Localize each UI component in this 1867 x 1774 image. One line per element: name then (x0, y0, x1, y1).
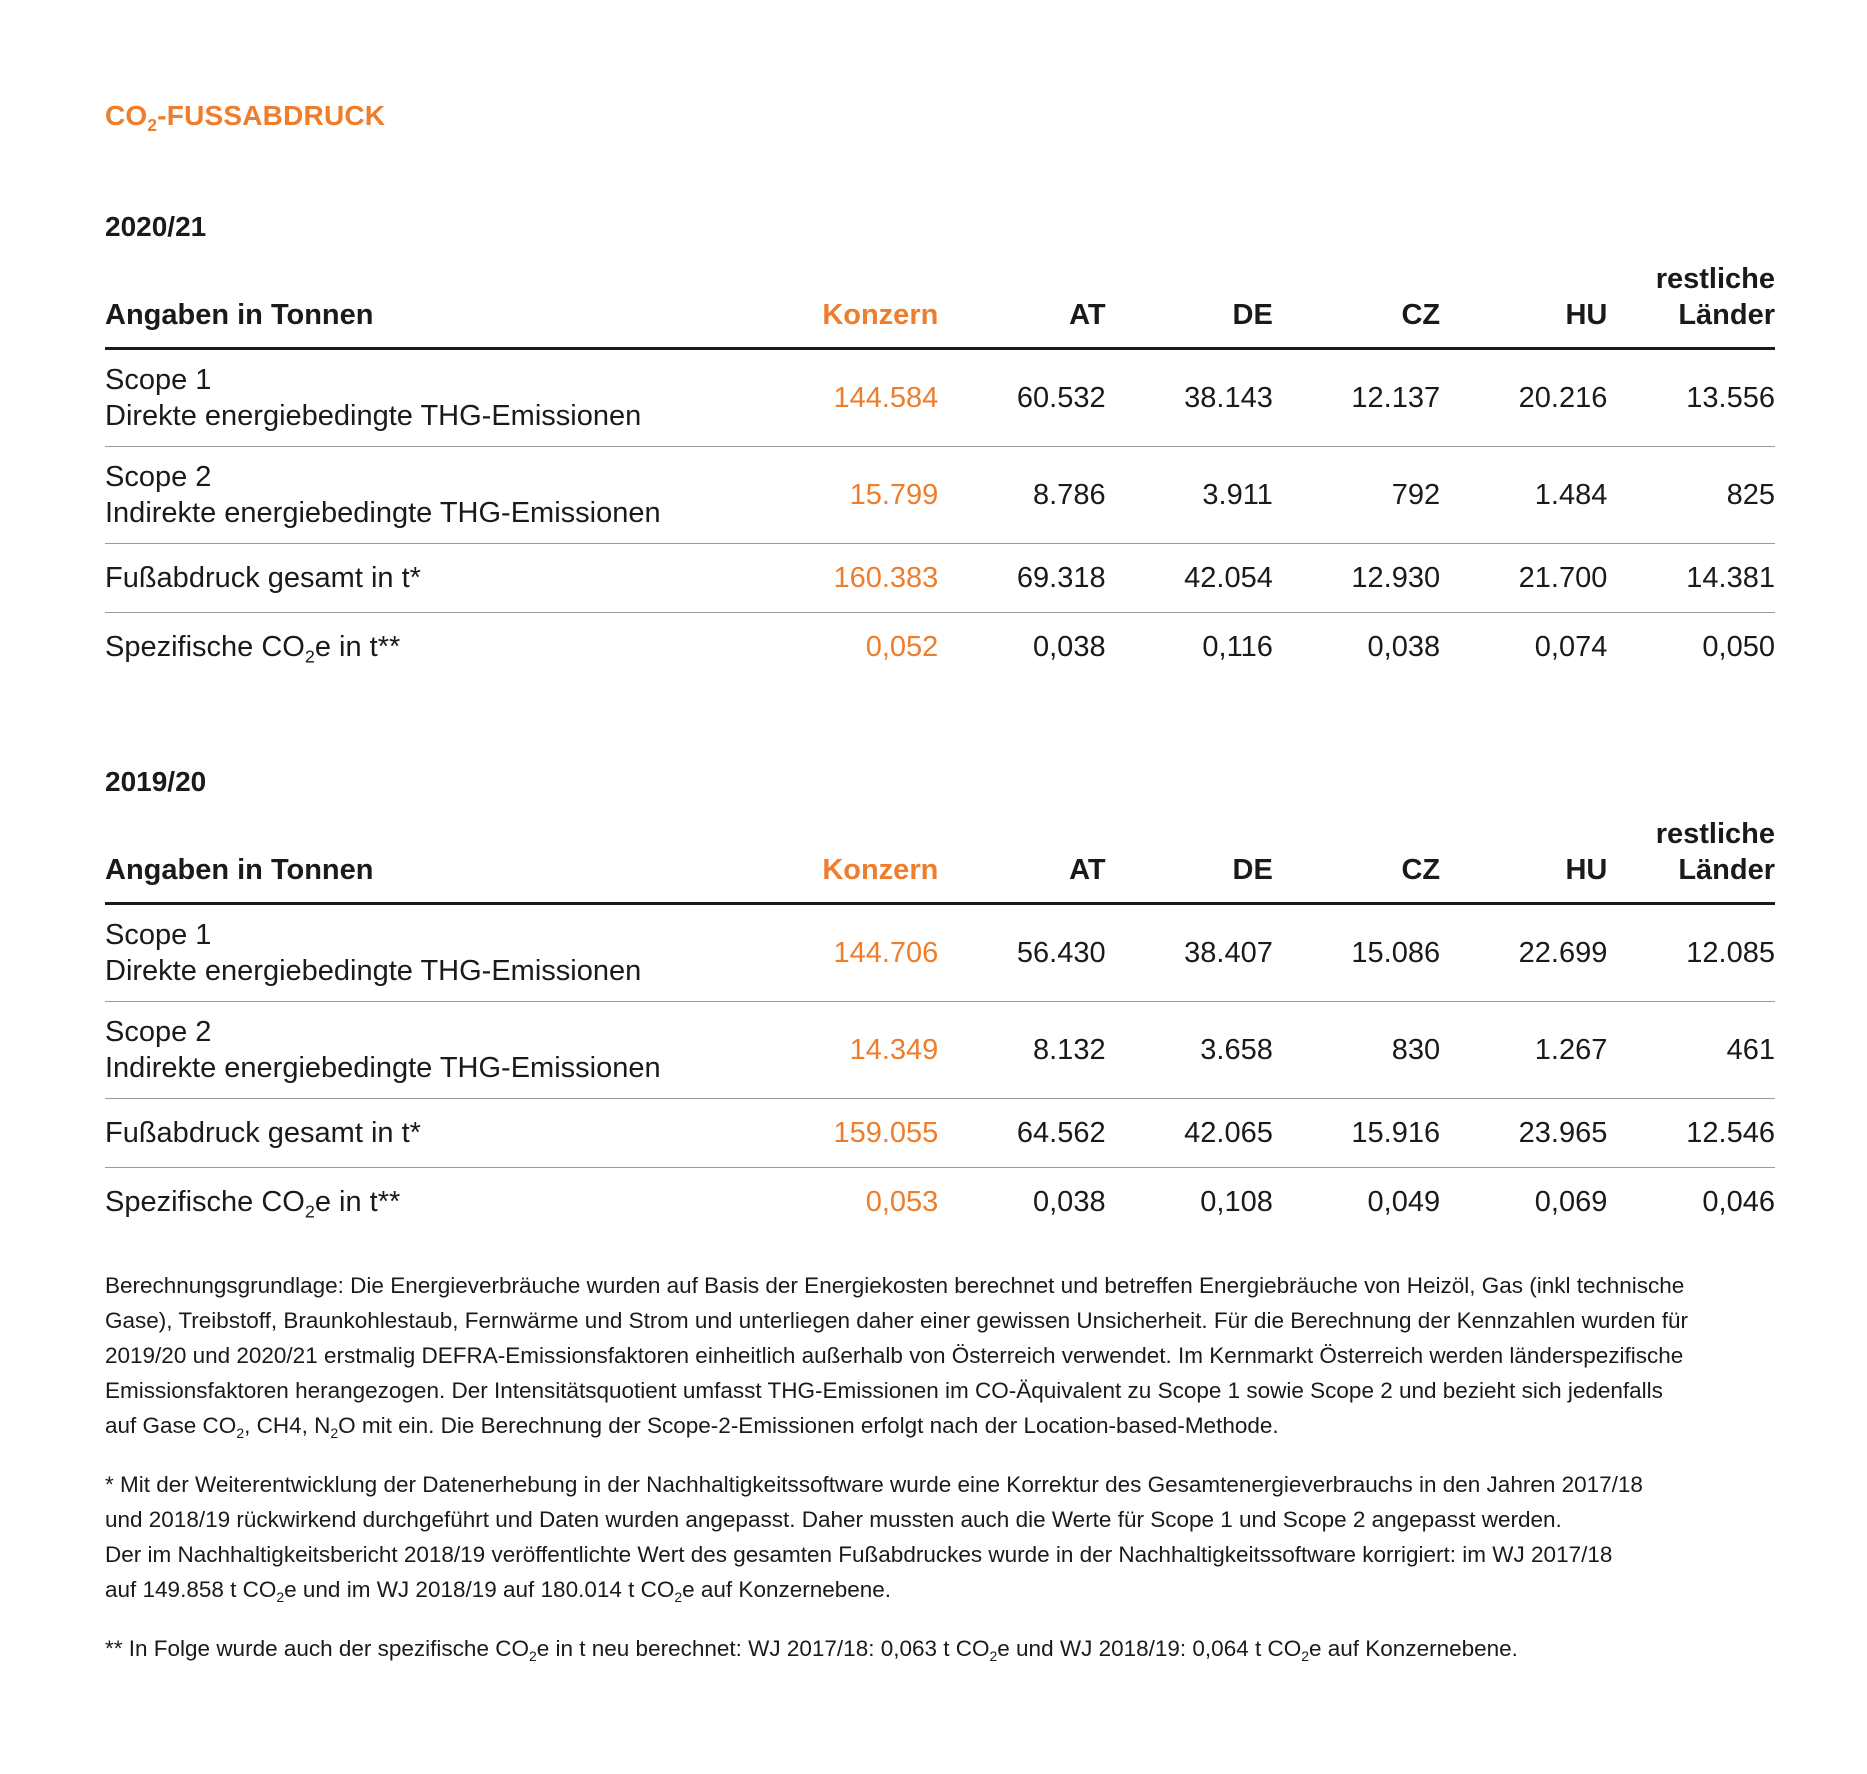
header-label: Angaben in Tonnen (105, 261, 822, 349)
cell-cz: 12.137 (1273, 349, 1440, 447)
cell-cz: 830 (1273, 1002, 1440, 1099)
table-row (105, 349, 1775, 447)
cell-rest: 0,046 (1702, 1186, 1775, 1218)
row-label: Spezifische $CO_2e$ in t** (105, 631, 401, 667)
cell-hu: 22.699 (1440, 904, 1607, 1002)
cell-konzern: 159.055 (822, 1099, 938, 1168)
table-row (105, 544, 1775, 613)
cell-konzern: 144.706 (822, 904, 938, 1002)
table-row (105, 613, 1775, 682)
row-label: Scope 2 Indirekte energiebedingte THG-Emissionen (105, 1002, 822, 1099)
header-cz: CZ (1273, 261, 1440, 349)
table-row (105, 1002, 1775, 1099)
cell-konzern: 15.799 (822, 447, 938, 544)
header-cz: CZ (1273, 816, 1440, 904)
cell-at: 0,038 (1033, 1186, 1106, 1218)
year-heading: 2020/21 (105, 211, 207, 242)
cell-konzern: 144.584 (822, 349, 938, 447)
cell-at: 8.132 (938, 1002, 1105, 1099)
header-de: DE (1106, 816, 1273, 904)
header-hu: HU (1440, 816, 1607, 904)
footnotes (105, 1268, 1775, 1690)
header-rest: restliche Länder (1607, 261, 1775, 349)
cell-de: 38.407 (1106, 904, 1273, 1002)
section-2019-20 (105, 762, 1775, 1236)
table-row (105, 904, 1775, 1002)
emissions-table (105, 261, 1775, 681)
cell-hu: 21.700 (1440, 544, 1607, 613)
cell-rest: 461 (1607, 1002, 1775, 1099)
cell-cz: 12.930 (1273, 544, 1440, 613)
calculation-basis-note: Berechnungsgrundlage: Die Energieverbräuche wurden auf Basis der Energiekosten berechnet und betreffen Energiebräuche von Heizöl, Gas (inkl technische Gase), Treibstoff, Braunkohlestaub, Fernwärme und Strom und unterliegen daher einer gewissen Unsicherheit. Für die Berechnung der Kennzahlen wurden für 2019/20 und 2020/21 erstmalig DEFRA-Emissionsfaktoren einheitlich außerhalb von Österreich verwendet. Im Kernmarkt Österreich werden länderspezifische Emissionsfaktoren herangezogen. Der Intensitätsquotient umfasst THG-Emissionen im CO-Äquivalent zu Scope 1 sowie Scope 2 und bezieht sich jedenfalls auf Gase $CO_2$, CH4, $N_2O$ mit ein. Die Berechnung der Scope-2-Emissionen erfolgt nach der Location-based-Methode. (105, 1273, 1688, 1441)
cell-hu: 1.267 (1440, 1002, 1607, 1099)
cell-at: 60.532 (938, 349, 1105, 447)
cell-at: 0,038 (1033, 631, 1106, 663)
cell-at: 56.430 (938, 904, 1105, 1002)
cell-hu: 0,069 (1534, 1186, 1608, 1218)
table-header-row (105, 816, 1775, 904)
cell-cz: 792 (1273, 447, 1440, 544)
row-label: Fußabdruck gesamt in t* (105, 544, 822, 613)
cell-de: 0,108 (1200, 1186, 1273, 1218)
cell-rest: 13.556 (1607, 349, 1775, 447)
cell-cz: 15.086 (1273, 904, 1440, 1002)
footnote-double-star: ** In Folge wurde auch der spezifische $CO_2e$ in t neu berechnet: WJ 2017/18: 0,063 t $CO_2e$ und WJ 2018/19: 0,064 t $CO_2e$ auf Konzernebene. (105, 1636, 1518, 1664)
table-header-row (105, 261, 1775, 349)
header-at: AT (938, 261, 1105, 349)
cell-konzern: 160.383 (822, 544, 938, 613)
cell-cz: 0,049 (1367, 1186, 1441, 1218)
row-label: Fußabdruck gesamt in t* (105, 1099, 822, 1168)
cell-de: 0,116 (1202, 631, 1273, 663)
table-row (105, 1099, 1775, 1168)
cell-rest: 14.381 (1607, 544, 1775, 613)
row-label: Scope 2 Indirekte energiebedingte THG-Emissionen (105, 447, 822, 544)
cell-hu: 1.484 (1440, 447, 1607, 544)
cell-rest: 12.085 (1607, 904, 1775, 1002)
cell-cz: 15.916 (1273, 1099, 1440, 1168)
cell-rest: 825 (1607, 447, 1775, 544)
header-at: AT (938, 816, 1105, 904)
cell-konzern: 0,052 (865, 631, 939, 663)
cell-rest: 0,050 (1702, 631, 1775, 663)
header-konzern: Konzern (822, 261, 938, 349)
cell-rest: 12.546 (1607, 1099, 1775, 1168)
footnote-star: * Mit der Weiterentwicklung der Datenerhebung in der Nachhaltigkeitssoftware wurde eine Korrektur des Gesamtenergieverbrauchs in den Jahren 2017/18 und 2018/19 rückwirkend durchgeführt und Daten wurden angepasst. Daher mussten auch die Werte für Scope 1 und Scope 2 angepasst werden. Der im Nachhaltigkeitsbericht 2018/19 veröffentlichte Wert des gesamten Fußabdruckes wurde in der Nachhaltigkeitssoftware korrigiert: im WJ 2017/18 auf 149.858 t $CO_2e$ und im WJ 2018/19 auf 180.014 t $CO_2e$ auf Konzernebene. (105, 1472, 1643, 1605)
header-label: Angaben in Tonnen (105, 816, 822, 904)
section-2020-21 (105, 207, 1775, 681)
row-label: Spezifische $CO_2e$ in t** (105, 1186, 401, 1222)
cell-konzern: 0,053 (865, 1186, 939, 1218)
header-hu: HU (1440, 261, 1607, 349)
table-row (105, 447, 1775, 544)
cell-at: 69.318 (938, 544, 1105, 613)
cell-cz: 0,038 (1367, 631, 1441, 663)
row-label: Scope 1 Direkte energiebedingte THG-Emissionen (105, 904, 822, 1002)
cell-at: 8.786 (938, 447, 1105, 544)
cell-de: 42.054 (1106, 544, 1273, 613)
cell-hu: 20.216 (1440, 349, 1607, 447)
row-label: Scope 1 Direkte energiebedingte THG-Emissionen (105, 349, 822, 447)
cell-de: 3.911 (1106, 447, 1273, 544)
cell-de: 3.658 (1106, 1002, 1273, 1099)
cell-hu: 0,074 (1534, 631, 1608, 663)
header-konzern: Konzern (822, 816, 938, 904)
table-row (105, 1168, 1775, 1237)
cell-hu: 23.965 (1440, 1099, 1607, 1168)
header-de: DE (1106, 261, 1273, 349)
cell-de: 42.065 (1106, 1099, 1273, 1168)
cell-de: 38.143 (1106, 349, 1273, 447)
emissions-table (105, 816, 1775, 1236)
cell-konzern: 14.349 (822, 1002, 938, 1099)
header-rest: restliche Länder (1607, 816, 1775, 904)
cell-at: 64.562 (938, 1099, 1105, 1168)
page-title: $CO_2$-FUSSABDRUCK (105, 100, 386, 136)
year-heading: 2019/20 (105, 766, 207, 797)
